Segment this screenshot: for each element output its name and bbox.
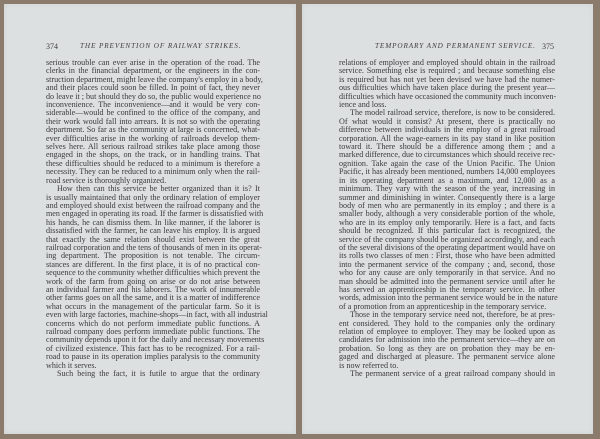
text-line: necessity. They can be reduced to a minimum only when the rail- — [46, 167, 260, 177]
text-line: is usually maintained that only the ordinary relation of employer — [46, 192, 260, 202]
text-line: stances are different. In the first place, it is of no practical con- — [46, 259, 260, 269]
text-line: gaged and discharged at pleasure. The permanent service alone — [339, 352, 555, 362]
text-line: clerks in the financial department, or the engineers in the con- — [46, 66, 260, 76]
page-body — [46, 58, 268, 379]
text-line: has served an apprenticeship in the temporary service. In other — [339, 284, 555, 294]
right-page — [302, 4, 593, 434]
text-line: service. Something else is required ; and because something else — [339, 66, 555, 76]
text-line: railroad company does perform immediate public functions. The — [46, 327, 260, 336]
page-body — [339, 58, 558, 379]
page-number: 374 — [46, 42, 58, 51]
text-line: these difficulties should be reduced to a minimum is therefore a — [46, 158, 260, 168]
text-line: The model railroad service, therefore, is now to be considered. — [350, 108, 555, 118]
text-line: difficulties which have occasioned the community much inconven- — [339, 91, 557, 101]
text-line: into the permanent service of the company ; and, second, those — [339, 259, 555, 269]
text-line: ever difficulties arise in the working of railroads develop them- — [46, 133, 260, 143]
text-line: relations of employer and employed should obtain in the railroad — [339, 58, 555, 67]
text-line: who for any cause are only temporarily in that service. And no — [339, 268, 555, 278]
text-line: How then can this service be better organized than it is? It — [57, 184, 260, 194]
text-line: siderable—would be confined to the office of the company, and — [46, 108, 260, 118]
text-line: his hands, he can dismiss them. In like manner, if the laborer is — [46, 217, 260, 227]
text-line: even with large factories, machine-shops—in fact, with all industrial — [46, 310, 268, 320]
text-line: candidates for admission into the permanent service—they are on — [339, 335, 555, 345]
text-line: its rolls two classes of men : First, those who have been admitted — [339, 251, 555, 261]
page-number: 375 — [542, 42, 554, 51]
text-line: corporation. All the wage-earners in its pay stand in like position — [339, 133, 555, 143]
text-line: ous difficulties which have taken place during the present year— — [339, 83, 555, 93]
text-line: Of what would it consist? At present, there is practically no — [339, 116, 555, 126]
text-line: is now referred to. — [339, 360, 399, 370]
running-header — [302, 42, 593, 52]
text-line: and employed should exist between the railroad company and the — [46, 200, 260, 210]
text-line: their work would fall into arrears. It is not so with the operating — [46, 116, 260, 126]
text-line: and their places could soon be filled. In point of fact, they never — [46, 83, 260, 93]
text-line: is required but has not yet been devised we have had the numer- — [339, 74, 555, 84]
text-line: community depends upon it for the daily and necessary movements — [46, 335, 265, 345]
text-line: service of the company should be organized accordingly, and each — [339, 234, 555, 244]
text-line: summer and diminishing in winter. Consequently there is a large — [339, 192, 555, 202]
text-line: road service is thoroughly organized. — [46, 175, 167, 185]
text-line: struction department, might leave the company's employ in a body, — [46, 74, 263, 84]
text-line: smaller body, although a very considerable portion of the whole, — [339, 209, 555, 219]
running-head-title: TEMPORARY AND PERMANENT SERVICE. — [375, 42, 536, 50]
text-line: in its operating department as a maximum, and 12,000 as a — [339, 175, 555, 185]
text-line: difference between individuals in the employ of a great railroad — [339, 125, 555, 135]
text-line: railroad corporation and the tens of thousands of men in its operat- — [46, 242, 262, 252]
text-line: sequence to the community whether difficulties which prevent the — [46, 268, 260, 278]
text-line: Those in the temporary service need not, therefore, be at pres- — [350, 310, 555, 320]
text-line: which it serves. — [46, 360, 97, 370]
text-line: concerns which do not perform immediate public functions. A — [46, 318, 260, 328]
text-line: road to pause in its operation implies paralysis to the community — [46, 352, 260, 362]
text-line: dissatisfied with the farmer, he can leave his employ. It is argued — [46, 226, 260, 236]
running-header — [4, 42, 296, 52]
text-line: Such being the fact, it is futile to argue that the ordinary — [57, 369, 260, 379]
text-line: serious trouble can ever arise in the operation of the road. The — [46, 58, 260, 67]
text-line: ing department. The proposition is not tenable. The circum- — [46, 251, 260, 261]
text-line: The permanent service of a great railroad company should in — [350, 369, 555, 379]
text-line: ience and loss. — [339, 100, 387, 110]
text-line: body of men who are permanently in its employ ; and there is a — [339, 200, 555, 210]
text-line: ent considered. They hold to the companies only the ordinary — [339, 318, 555, 328]
text-line: an individual farmer and his laborers. The work of innumerable — [46, 284, 260, 294]
text-line: relation of employee to employer. They may be looked upon as — [339, 327, 555, 336]
text-line: engaged in the shops, on the track, or in handling trains. That — [46, 150, 260, 160]
text-line: ognition. Take again the case of the Union Pacific. The Union — [339, 158, 555, 168]
text-line: what occurs in the management of the particular farm. So it is — [46, 301, 260, 311]
text-line: do leave it ; but should they do so, the public would experience no — [46, 91, 261, 101]
left-page — [4, 4, 296, 434]
text-line: department. So far as the community at large is concerned, what- — [46, 125, 260, 135]
text-line: marked difference, due to circumstances which should receive rec- — [339, 150, 556, 160]
text-line: selves here. All serious railroad strikes take place among those — [46, 142, 260, 152]
running-head-title: THE PREVENTION OF RAILWAY STRIKES. — [80, 42, 242, 50]
text-line: man should be admitted into the permanent service until after he — [339, 276, 555, 286]
text-line: work of the farm from going on arise or do not arise between — [46, 276, 260, 286]
text-line: should be recognized. If this particular fact is recognized, the — [339, 226, 555, 236]
text-line: words, admission into the permanent service would be in the nature — [339, 293, 558, 303]
text-line: probation. So long as they are on probation they may be en- — [339, 343, 555, 353]
text-line: of the several divisions of the operating department would have on — [339, 242, 556, 252]
text-line: who are in its employ only temporarily. Here is a fact, and facts — [339, 217, 555, 227]
text-line: of a promotion from an apprenticeship in the temporary service. — [339, 301, 547, 311]
text-line: that exactly the same relation should exist between the great — [46, 234, 260, 244]
text-line: men engaged in operating its road. If the farmer is dissatisfied with — [46, 209, 264, 219]
text-line: Pacific, it has already been mentioned, numbers 14,000 employees — [339, 167, 555, 177]
text-line: minimum. They vary with the season of the year, increasing in — [339, 184, 555, 194]
text-line: other farms goes on all the same, and it is a matter of indifference — [46, 293, 260, 303]
text-line: inconvenience. The inconvenience—and it would be very con- — [46, 100, 260, 110]
text-line: of civilized existence. This fact has to be recognized. For a rail- — [46, 343, 260, 353]
text-line: toward it. There should be a difference among them ; and a — [339, 142, 555, 152]
